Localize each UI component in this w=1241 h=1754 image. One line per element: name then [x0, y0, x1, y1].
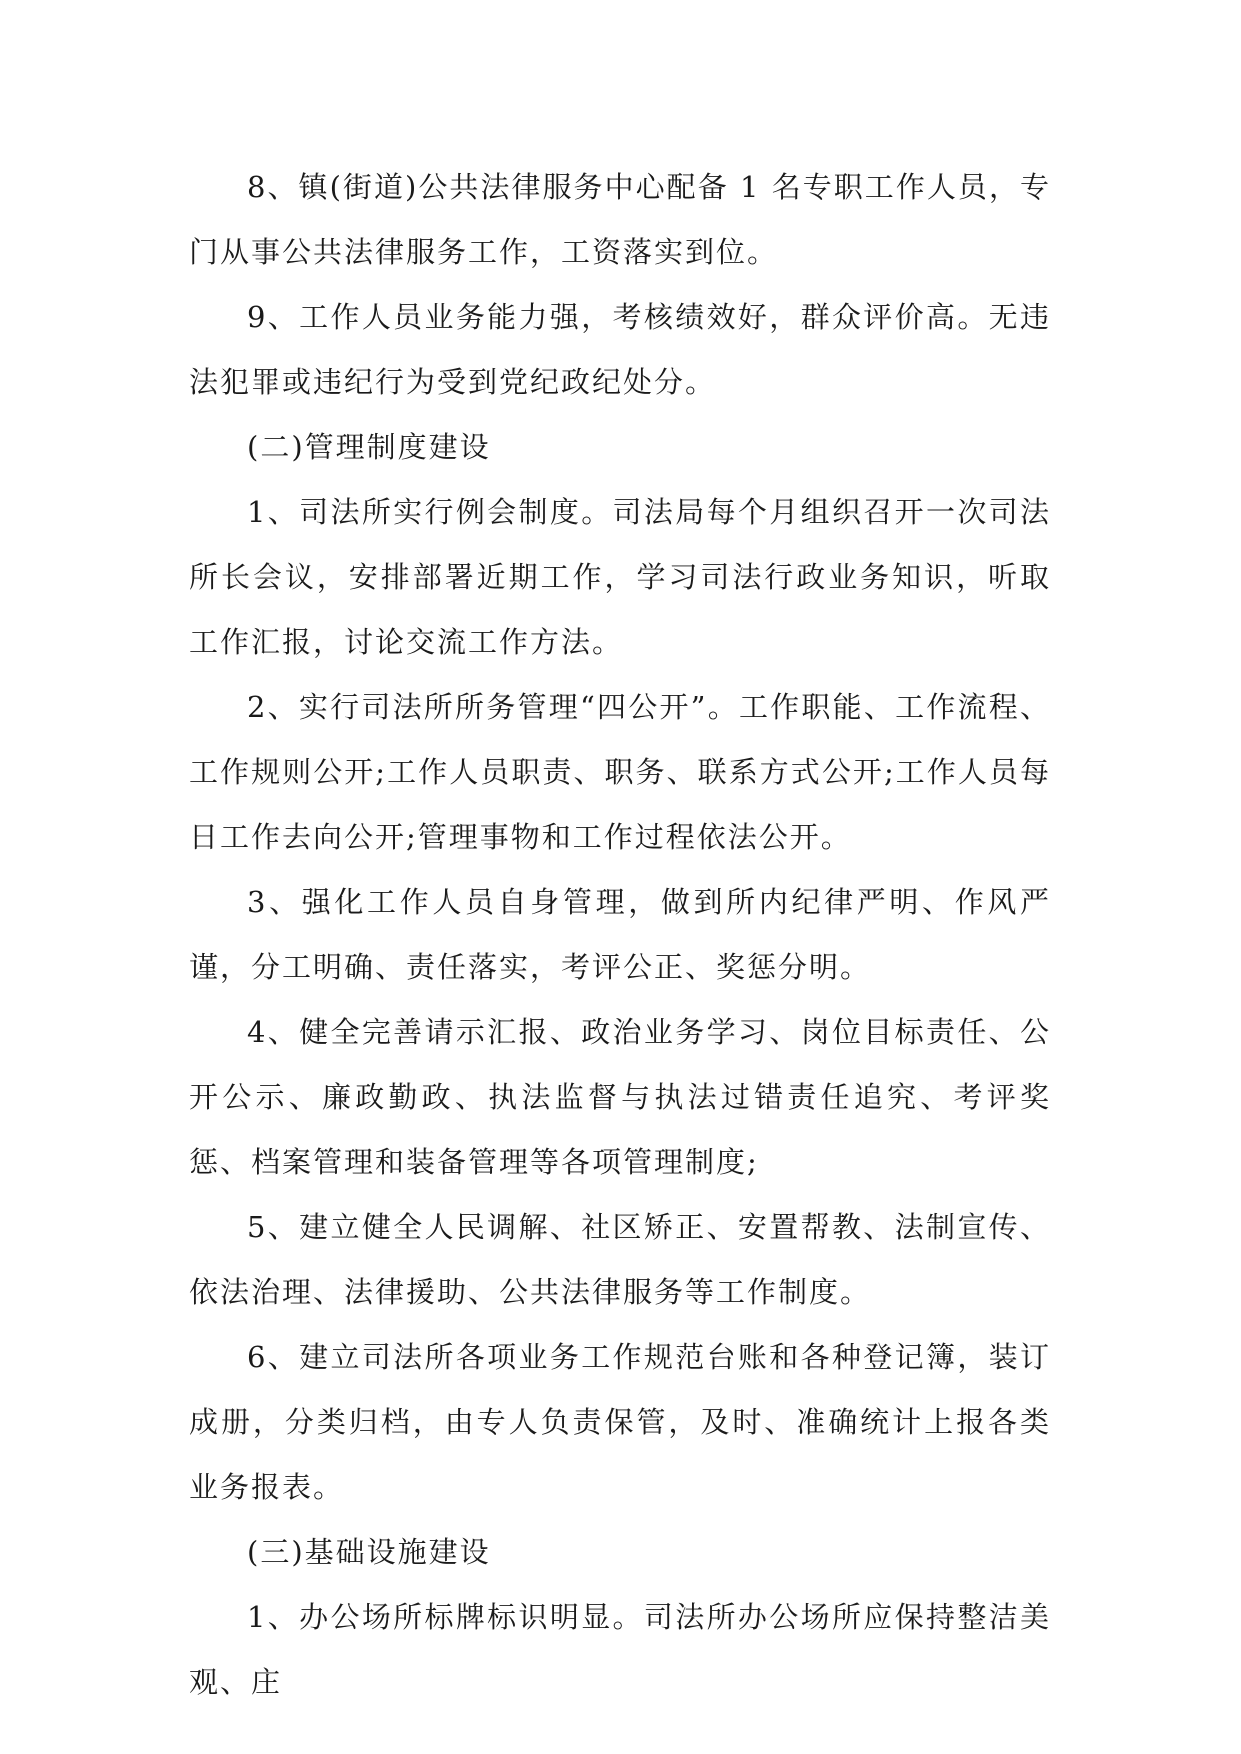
paragraph-item-9: 9、工作人员业务能力强，考核绩效好，群众评价高。无违法犯罪或违纪行为受到党纪政纪处分。 [189, 300, 1051, 399]
paragraph-item-1: 1、司法所实行例会制度。司法局每个月组织召开一次司法所长会议，安排部署近期工作，学习司法行政业务知识，听取工作汇报，讨论交流工作方法。 [189, 495, 1051, 659]
document-body [189, 155, 1051, 1715]
paragraph-item-4: 4、健全完善请示汇报、政治业务学习、岗位目标责任、公开公示、廉政勤政、执法监督与执法过错责任追究、考评奖惩、档案管理和装备管理等各项管理制度; [189, 1015, 1051, 1179]
paragraph-item-8: 8、镇(街道)公共法律服务中心配备 1 名专职工作人员，专门从事公共法律服务工作，工资落实到位。 [189, 170, 1051, 269]
paragraph-item-3: 3、强化工作人员自身管理，做到所内纪律严明、作风严谨，分工明确、责任落实，考评公正、奖惩分明。 [189, 885, 1051, 984]
paragraph-item-5: 5、建立健全人民调解、社区矫正、安置帮教、法制宣传、依法治理、法律援助、公共法律服务等工作制度。 [189, 1210, 1051, 1309]
paragraph-item-6: 6、建立司法所各项业务工作规范台账和各种登记簿，装订成册，分类归档，由专人负责保管，及时、准确统计上报各类业务报表。 [189, 1340, 1051, 1504]
section-heading-management-system: (二)管理制度建设 [247, 430, 491, 464]
section-heading-infrastructure: (三)基础设施建设 [247, 1535, 491, 1569]
paragraph-item-2: 2、实行司法所所务管理“四公开”。工作职能、工作流程、工作规则公开;工作人员职责、职务、联系方式公开;工作人员每日工作去向公开;管理事物和工作过程依法公开。 [189, 690, 1051, 854]
paragraph-item-1-infrastructure: 1、办公场所标牌标识明显。司法所办公场所应保持整洁美观、庄 [189, 1600, 1051, 1699]
